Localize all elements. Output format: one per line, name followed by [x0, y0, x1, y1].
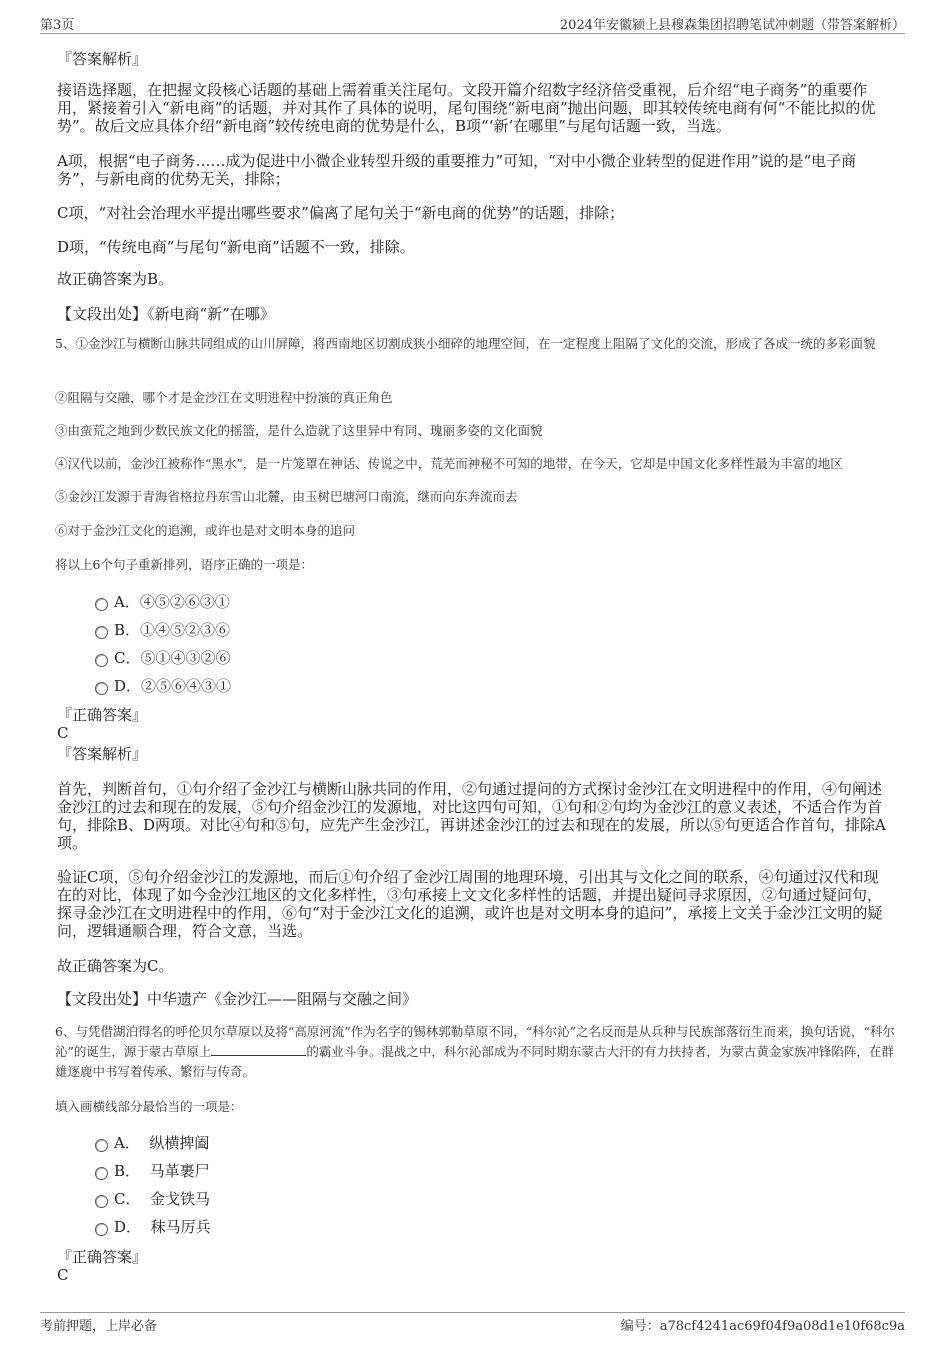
document-title: 2024年安徽颍上县穆森集团招聘笔试冲刺题（带答案解析） — [559, 18, 905, 33]
option-text: ①④⑤②③⑥ — [140, 621, 231, 639]
q5-analysis-para2: 验证C项，⑤句介绍金沙江的发源地，而后①句介绍了金沙江周围的地理环境，引出其与文化之间的联系，④句通过汉代和现在的对比，体现了如今金沙江地区的文化多样性，③句承接上文文化多样性的话题，并提出疑问寻求原因，②句通过疑问句，探寻金沙江在文明进程中的作用，⑥句“对于金沙江文化的追溯，或许也是对文明本身的追问”，承接上文关于金沙江文明的疑问，逻辑通顺合理，符合文意，当选。 — [57, 868, 883, 940]
header-divider — [40, 33, 905, 34]
q6-option-a[interactable] — [95, 1133, 209, 1153]
q5-option-b[interactable] — [95, 620, 230, 640]
q5-answer: C — [57, 724, 69, 742]
radio-icon[interactable] — [95, 1139, 108, 1152]
q6-stem-part-b: 的霸业斗争。混战之中，科尔沁部成为不同时期东蒙古大汗的有力扶持者，为蒙古黄金家族冲锋陷阵，在群雄逐鹿中书写着传承、繁衍与传奇。 — [55, 1044, 894, 1079]
q4-analysis-para3: C项，“对社会治理水平提出哪些要求”偏离了尾句关于“新电商的优势”的话题，排除； — [57, 204, 625, 222]
q6-answer-label: 『正确答案』 — [57, 1248, 148, 1266]
option-letter: A． — [114, 593, 140, 611]
option-text: 纵横捭阖 — [149, 1134, 210, 1152]
q6-option-c[interactable] — [95, 1189, 210, 1209]
option-letter: B． — [114, 1162, 141, 1180]
q4-analysis-para2: A项，根据“电子商务……成为促进中小微企业转型升级的重要推力”可知，“对中小微企业转型的促进作用”说的是“电子商务”，与新电商的优势无关，排除； — [57, 152, 857, 188]
q5-analysis-label: 『答案解析』 — [57, 745, 148, 763]
q4-analysis-para1: 接语选择题，在把握文段核心话题的基础上需着重关注尾句。文段开篇介绍数字经济倍受重视，后介绍“电子商务”的重要作用，紧接着引入“新电商”的话题，并对其作了具体的说明，尾句围绕“新电商”抛出问题，即其较传统电商有何“不能比拟的优势”。故后文应具体介绍“新电商”较传统电商的优势是什么，B项“‘新’在哪里”与尾句话题一致，当选。 — [57, 81, 876, 135]
radio-icon[interactable] — [95, 1167, 108, 1180]
option-letter: B． — [114, 621, 141, 639]
q5-option-d[interactable] — [95, 676, 231, 696]
q5-sentence-6: ⑥对于金沙江文化的追溯，或许也是对文明本身的追问 — [55, 523, 356, 538]
option-text: 秣马厉兵 — [150, 1218, 211, 1236]
q4-analysis-para5: 故正确答案为B。 — [57, 270, 174, 288]
q4-analysis-para4: D项，“传统电商”与尾句“新电商”话题不一致，排除。 — [57, 238, 415, 256]
q5-sentence-2: ②阻隔与交融，哪个才是金沙江在文明进程中扮演的真正角色 — [55, 390, 393, 405]
q5-analysis-para3: 故正确答案为C。 — [57, 957, 174, 975]
option-letter: C． — [114, 1190, 141, 1208]
option-letter: C． — [114, 649, 141, 667]
radio-icon[interactable] — [95, 654, 108, 667]
q5-source: 【文段出处】中华遗产《金沙江——阻隔与交融之间》 — [57, 990, 418, 1008]
q6-stem-part-a: 6、与凭借湖泊得名的呼伦贝尔草原以及将“高原河流”作为名字的锡林郭勒草原不同，“科尔沁”之名反而是从兵种与民族部落衍生而来，换句话说，“科尔沁”的诞生，源于蒙古草原上 — [55, 1024, 895, 1059]
q6-answer: C — [57, 1266, 69, 1284]
q5-sentence-4: ④汉代以前，金沙江被称作“黑水”，是一片笼罩在神话、传说之中，荒芜而神秘不可知的地带，在今天，它却是中国文化多样性最为丰富的地区 — [55, 456, 843, 471]
q5-sentence-1: 5、①金沙江与横断山脉共同组成的山川屏障，将西南地区切割成狭小细碎的地理空间，在一定程度上阻隔了文化的交流，形成了各成一统的多彩面貌 — [55, 336, 876, 351]
q5-answer-label: 『正确答案』 — [57, 706, 148, 724]
q6-option-d[interactable] — [95, 1217, 211, 1237]
footer-doc-id: 编号：a78cf4241ac69f04f9a08d1e10f68c9a — [620, 1319, 905, 1334]
option-letter: A． — [114, 1134, 140, 1152]
radio-icon[interactable] — [95, 682, 108, 695]
q5-analysis-para1: 首先，判断首句，①句介绍了金沙江与横断山脉共同的作用，②句通过提问的方式探讨金沙江在文明进程中的作用，④句阐述金沙江的过去和现在的发展，⑤句介绍金沙江的发源地，对比这四句可知，①句和②句均为金沙江的意义表述，不适合作为首句，排除B、D两项。对比④句和⑤句，应先产生金沙江，再讲述金沙江的过去和现在的发展，所以⑤句更适合作首句，排除A项。 — [57, 780, 886, 852]
radio-icon[interactable] — [95, 598, 108, 611]
option-text: 金戈铁马 — [150, 1190, 211, 1208]
q4-analysis-label: 『答案解析』 — [57, 50, 148, 68]
q5-sentence-3: ③由蛮荒之地到少数民族文化的摇篮，是什么造就了这里异中有同、瑰丽多姿的文化面貌 — [55, 423, 543, 438]
q4-source: 【文段出处】《新电商“新”在哪》 — [57, 305, 275, 323]
option-text: 马革裹尸 — [149, 1162, 210, 1180]
radio-icon[interactable] — [95, 1223, 108, 1236]
radio-icon[interactable] — [95, 1195, 108, 1208]
q5-option-c[interactable] — [95, 648, 231, 668]
footer-slogan: 考前押题，上岸必备 — [40, 1319, 158, 1334]
q6-blank — [211, 1043, 306, 1056]
q5-sentence-5: ⑤金沙江发源于青海省格拉丹东雪山北麓，由玉树巴塘河口南流，继而向东奔流而去 — [55, 489, 518, 504]
q6-stem — [55, 1022, 900, 1082]
radio-icon[interactable] — [95, 626, 108, 639]
footer-divider — [40, 1312, 905, 1313]
q6-option-b[interactable] — [95, 1161, 210, 1181]
option-letter: D． — [114, 677, 142, 695]
option-text: ⑤①④③②⑥ — [140, 649, 231, 667]
page-number: 第3页 — [40, 18, 75, 33]
option-letter: D． — [114, 1218, 142, 1236]
q6-prompt: 填入画横线部分最恰当的一项是： — [55, 1099, 243, 1114]
option-text: ②⑤⑥④③① — [141, 677, 232, 695]
q5-prompt: 将以上6个句子重新排列，语序正确的一项是： — [55, 557, 313, 572]
q5-option-a[interactable] — [95, 592, 230, 612]
option-text: ④⑤②⑥③① — [139, 593, 230, 611]
